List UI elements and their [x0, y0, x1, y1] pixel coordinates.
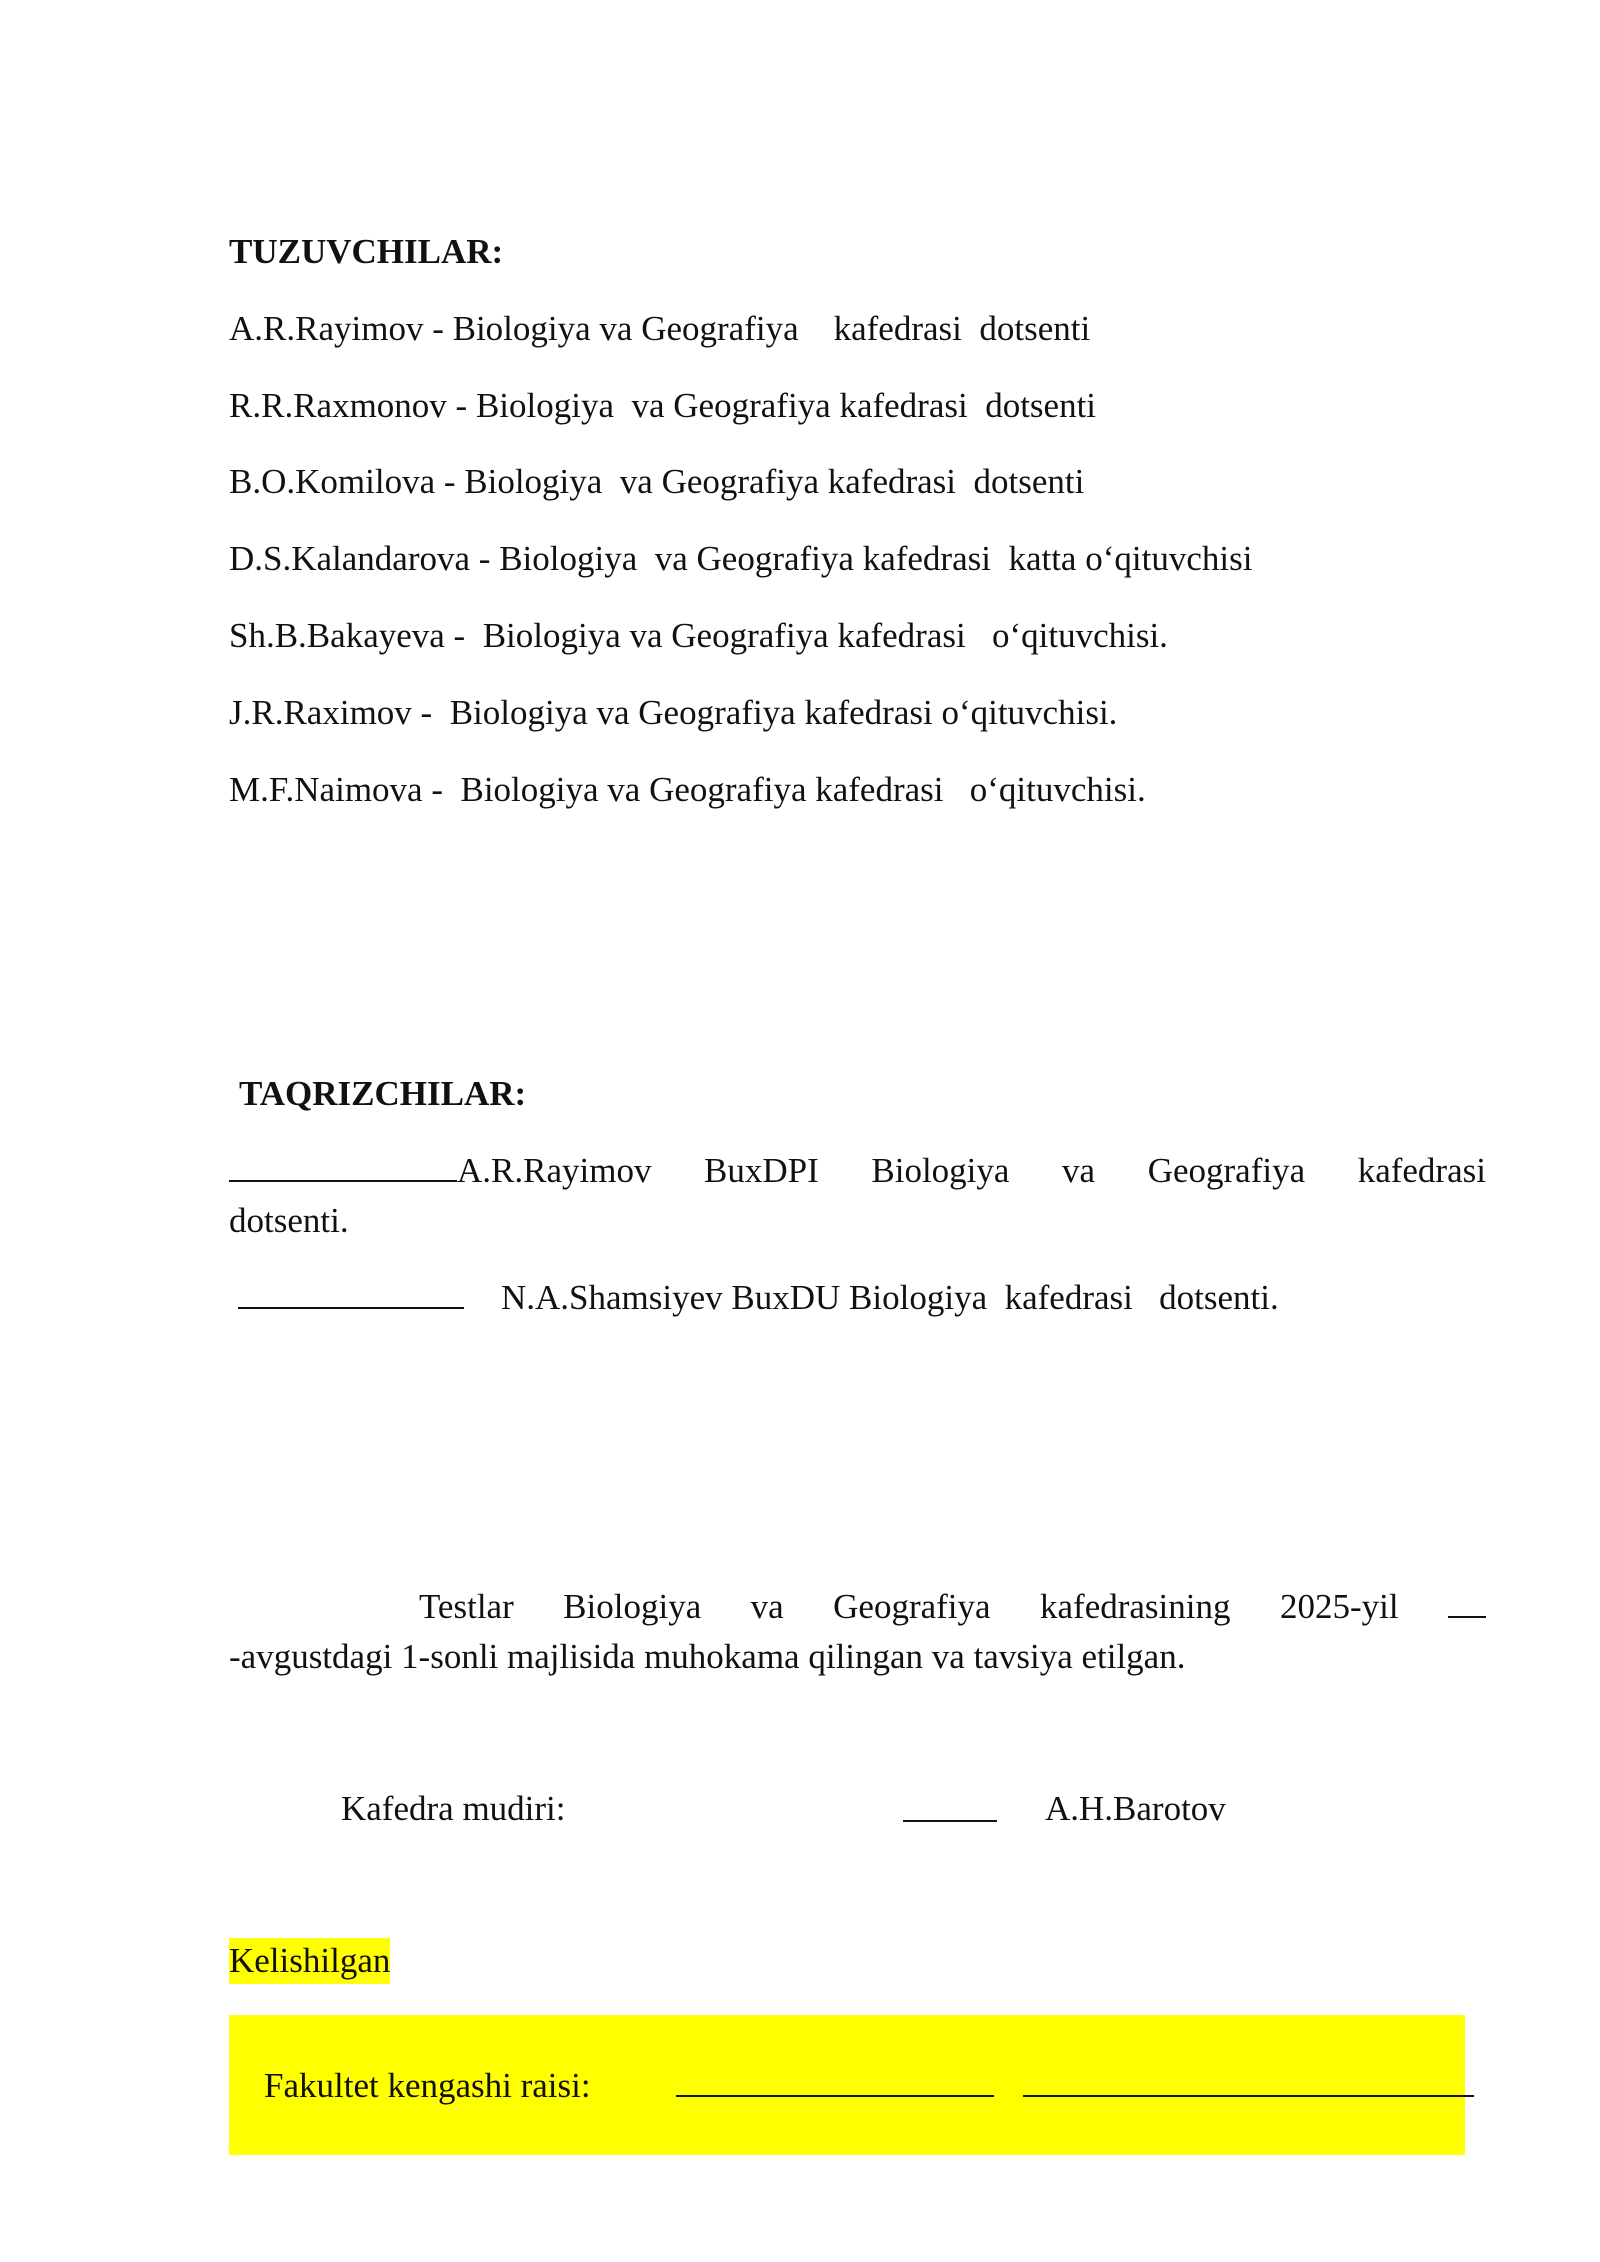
approval-word: 2025-yil	[1279, 1587, 1399, 1626]
head-of-dept-signature	[903, 1786, 997, 1834]
compiler-line-2: R.R.Raxmonov - Biologiya va Geografiya kafedrasi dotsenti	[229, 386, 1097, 425]
compiler-line-6: J.R.Raximov - Biologiya va Geografiya kafedrasi o‘qituvchisi.	[229, 693, 1118, 732]
faculty-council-line	[229, 2015, 1465, 2155]
reviewer-1-name-group	[229, 1146, 651, 1196]
compiler-line-7: M.F.Naimova - Biologiya va Geografiya kafedrasi o‘qituvchisi.	[229, 770, 1146, 809]
reviewer-1-word: Geografiya	[1147, 1151, 1306, 1190]
approval-line-1	[229, 1582, 1486, 1632]
compiler-line-1: A.R.Rayimov - Biologiya va Geografiya kafedrasi dotsenti	[229, 309, 1091, 348]
compiler-line-4: D.S.Kalandarova - Biologiya va Geografiya kafedrasi katta o‘qituvchisi	[229, 539, 1253, 578]
agreed-label: Kelishilgan	[229, 1938, 390, 1984]
head-of-dept-label: Kafedra mudiri:	[341, 1789, 566, 1828]
compiler-line-3: B.O.Komilova - Biologiya va Geografiya kafedrasi dotsenti	[229, 462, 1085, 501]
faculty-council-label: Fakultet kengashi raisi:	[264, 2066, 591, 2105]
reviewer-2	[238, 1273, 1279, 1321]
approval-word: kafedrasining	[1040, 1587, 1231, 1626]
approval-paragraph	[229, 1582, 1486, 1682]
reviewer-1	[229, 1146, 1486, 1246]
reviewer-1-word: kafedrasi	[1357, 1151, 1486, 1190]
date-blank	[1448, 1582, 1486, 1618]
signature-blank	[903, 1786, 997, 1822]
reviewer-1-continuation: dotsenti.	[229, 1201, 349, 1240]
approval-line-2: -avgustdagi 1-sonli majlisida muhokama qilingan va tavsiya etilgan.	[229, 1637, 1186, 1676]
compiler-line-5: Sh.B.Bakayeva - Biologiya va Geografiya kafedrasi o‘qituvchisi.	[229, 616, 1168, 655]
reviewer-2-text: N.A.Shamsiyev BuxDU Biologiya kafedrasi dotsenti.	[501, 1278, 1279, 1317]
approval-word: Geografiya	[833, 1587, 991, 1626]
compilers-heading: TUZUVCHILAR:	[229, 232, 504, 271]
reviewers-heading: TAQRIZCHILAR:	[239, 1074, 527, 1113]
approval-word: Testlar	[419, 1587, 514, 1626]
signature-blank	[676, 2061, 994, 2097]
reviewer-1-word: va	[1062, 1151, 1096, 1190]
name-blank	[1023, 2061, 1474, 2097]
reviewer-1-word: A.R.Rayimov	[457, 1151, 652, 1190]
signature-blank	[229, 1146, 457, 1182]
approval-word: va	[750, 1587, 784, 1626]
head-of-dept-name: A.H.Barotov	[1045, 1789, 1226, 1828]
approval-word: Biologiya	[563, 1587, 702, 1626]
signature-blank	[238, 1273, 464, 1309]
reviewer-1-line	[229, 1146, 1486, 1196]
reviewer-1-word: BuxDPI	[704, 1151, 819, 1190]
reviewer-1-word: Biologiya	[871, 1151, 1010, 1190]
